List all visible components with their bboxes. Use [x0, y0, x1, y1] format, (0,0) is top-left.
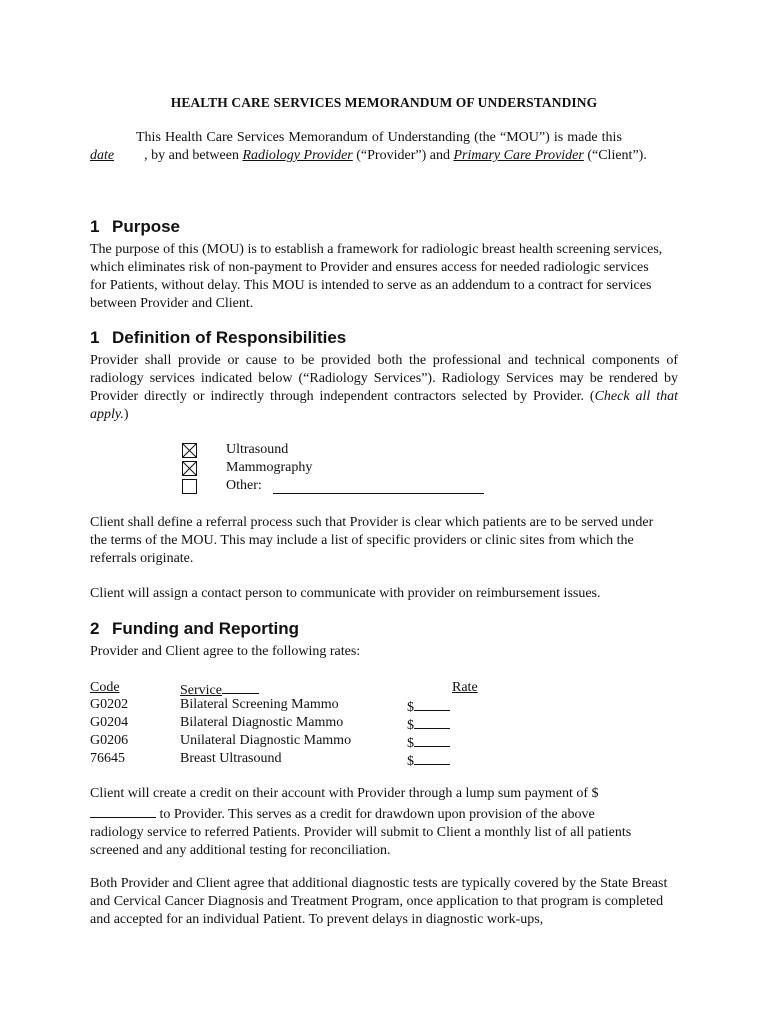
contact-paragraph: Client will assign a contact person to communicate with provider on reimbursement issues. — [90, 586, 601, 601]
ultrasound-label: Ultrasound — [226, 442, 289, 457]
date-field: date — [90, 148, 115, 163]
heading-purpose — [90, 217, 180, 237]
responsibilities-text: Provider shall provide or cause to be provided both the professional and technical components of radiology services indicated below (“Radiology Services”). Radiology Services may be rendered by Provider directly or indirectly through independent contractors selected by Provider. ( — [90, 353, 678, 404]
intro-between: , by and between — [144, 148, 239, 163]
other-checkbox[interactable] — [182, 479, 197, 494]
table-row-rate[interactable]: $ — [407, 696, 450, 717]
party-provider-suffix: (“Provider”) and — [356, 148, 450, 163]
table-row-service: Bilateral Screening Mammo — [180, 697, 339, 712]
diagnostic-paragraph: Both Provider and Client agree that additional diagnostic tests are typically covered by the State Breast and Cervical Cancer Diagnosis and Treatment Program, once application to that program is completed and accepted for an individual Patient. To prevent delays in diagnostic work-ups, — [90, 876, 668, 927]
table-header-service: Service — [180, 679, 259, 700]
table-row-code: G0206 — [90, 733, 129, 748]
heading-funding — [90, 619, 299, 639]
table-row-service: Breast Ultrasound — [180, 751, 282, 766]
heading-number: 1 — [90, 217, 100, 236]
table-row-rate[interactable]: $ — [407, 732, 450, 753]
check-all-note: Check all that apply. — [90, 389, 679, 422]
credit-paragraph — [90, 785, 650, 860]
table-row-rate[interactable]: $ — [407, 750, 450, 771]
table-header-rate: Rate — [452, 680, 478, 695]
heading-text: Funding and Reporting — [112, 619, 299, 638]
party-provider: Radiology Provider — [242, 148, 353, 163]
intro-text: This Health Care Services Memorandum of Understanding (the “MOU”) is made this — [136, 130, 622, 145]
other-label: Other: — [226, 478, 262, 493]
responsibilities-text-end: ) — [123, 407, 129, 422]
table-row-code: G0202 — [90, 697, 129, 712]
credit-dollar: $ — [591, 786, 599, 801]
funding-intro: Provider and Client agree to the following rates: — [90, 644, 361, 659]
table-row-service: Bilateral Diagnostic Mammo — [180, 715, 344, 730]
heading-text: Purpose — [112, 217, 181, 236]
checked-x-icon — [183, 462, 196, 475]
table-row-service: Unilateral Diagnostic Mammo — [180, 733, 352, 748]
table-row-rate[interactable]: $ — [407, 714, 450, 735]
heading-responsibilities — [90, 328, 346, 348]
table-row-code: 76645 — [90, 751, 125, 766]
mammography-checkbox[interactable] — [182, 461, 197, 476]
ultrasound-checkbox[interactable] — [182, 443, 197, 458]
credit-text-rest: to Provider. This serves as a credit for drawdown upon provision of the above radiology service to referred Patients. Provider will submit to Client a monthly list of all patients screened and any additional testing for reconciliation. — [90, 807, 632, 858]
rates-table — [90, 679, 510, 769]
other-input-line[interactable] — [273, 493, 484, 494]
credit-amount-blank[interactable] — [90, 803, 156, 818]
heading-text: Definition of Responsibilities — [112, 328, 347, 347]
party-client-suffix: (“Client”). — [587, 148, 647, 163]
responsibilities-paragraph — [90, 352, 678, 424]
checked-x-icon — [183, 444, 196, 457]
document-title: HEALTH CARE SERVICES MEMORANDUM OF UNDERSTANDING — [170, 95, 598, 110]
party-client: Primary Care Provider — [453, 148, 584, 163]
heading-number: 2 — [90, 619, 100, 638]
referral-paragraph: Client shall define a referral process such that Provider is clear which patients are to be served under the terms of the MOU. This may include a list of specific providers or clinic sites from which the referrals originate. — [90, 515, 654, 566]
table-row-code: G0204 — [90, 715, 129, 730]
intro-paragraph — [90, 129, 678, 165]
mammography-label: Mammography — [226, 460, 313, 475]
credit-text: Client will create a credit on their account with Provider through a lump sum payment of — [90, 786, 589, 801]
table-header-code: Code — [90, 680, 120, 695]
heading-number: 1 — [90, 328, 100, 347]
purpose-paragraph: The purpose of this (MOU) is to establish a framework for radiologic breast health screening services, which eliminates risk of non-payment to Provider and ensures access for needed radiologic services for Patients, without delay. This MOU is intended to serve as an addendum to a contract for services between Provider and Client. — [90, 242, 663, 311]
